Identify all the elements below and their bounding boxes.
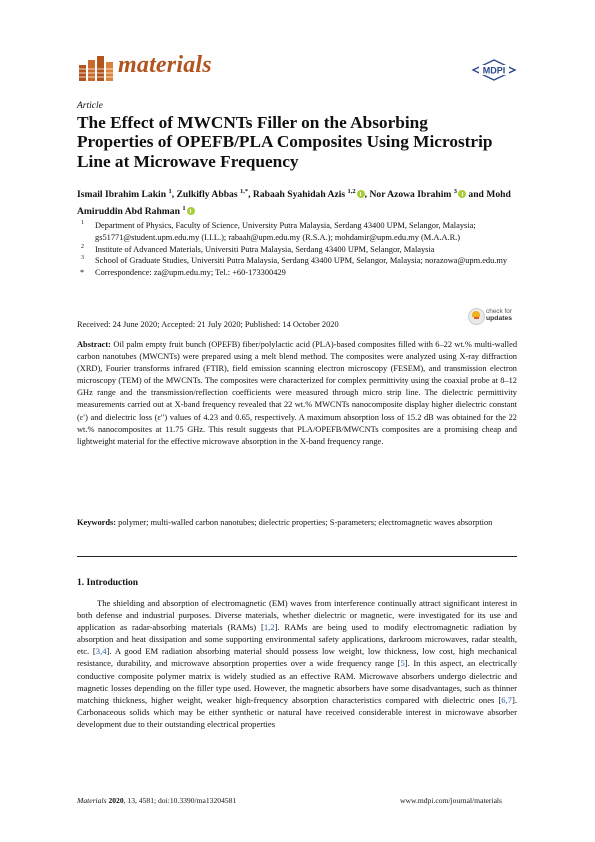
- affiliations: [77, 220, 517, 279]
- keywords-text: polymer; multi-walled carbon nanotubes; dielectric properties; S-parameters; electromagnetic waves absorption: [118, 518, 493, 527]
- article-type: Article: [77, 101, 103, 111]
- orcid-icon[interactable]: [458, 190, 466, 198]
- check-updates-line1: check for: [486, 308, 512, 315]
- citation-link[interactable]: 6,7: [501, 694, 512, 705]
- publication-dates: Received: 24 June 2020; Accepted: 21 July 2020; Published: 14 October 2020: [77, 320, 339, 329]
- citation-link[interactable]: 1,2: [263, 622, 275, 633]
- orcid-icon[interactable]: [357, 190, 365, 198]
- affiliation-item: 1 Department of Physics, Faculty of Science, University Putra Malaysia, Serdang 43400 UPM, Selangor, Malaysia; gs51771@student.upm.edu.my (I.I.L.); rabaah@upm.edu.my (R.S.A.); mohdamir@upm.edu.my (M.A.A.R.): [81, 220, 476, 242]
- author: Zulkifly Abbas $^{1,*}$,: [176, 188, 253, 201]
- abstract-label: Abstract:: [77, 340, 111, 349]
- keywords-label: Keywords:: [77, 518, 117, 527]
- abstract: [77, 339, 517, 448]
- keywords: [77, 517, 517, 529]
- author: Rabaah Syahidah Azis $^{1,2}$ ,: [252, 188, 370, 201]
- author: Ismail Ibrahim Lakin $^1$,: [77, 188, 177, 201]
- citation-link[interactable]: 5: [400, 658, 405, 669]
- footer-citation: Materials 2020, 13, 4581; doi:10.3390/ma13204581: [77, 796, 237, 805]
- orcid-icon[interactable]: [187, 207, 195, 215]
- affiliation-item: 2 Institute of Advanced Materials, Universiti Putra Malaysia, Serdang 43400 UPM, Selangor, Malaysia: [81, 243, 435, 254]
- section-heading: 1. Introduction: [77, 578, 139, 588]
- journal-logo-icon: [77, 53, 117, 83]
- check-updates-line2: updates: [486, 315, 513, 322]
- publisher-name: MDPI: [482, 65, 506, 76]
- abstract-text: Oil palm empty fruit bunch (OPEFB) fiber/polylactic acid (PLA)-based composites filled with 6–22 wt.% multi-walled carbon nanotubes (MWCNTs) were prepared using a melt blend method. The composites were analyzed using X-ray diffraction (XRD), Fourier transforms infrared (FTIR), field emission scanning electron microscopy (FESEM), and transmission electron microscopy (TEM) of the MWCNTs. The composites were characterized for complex permittivity using the coaxial probe at 8–12 GHz range and the transmission/reflection coefficients were measured through micro strip line. The dielectric permittivity measurements carried out at X-band frequency revealed that 22 wt.% MWCNTs nanocomposite display higher dielectric constant (ε′) and dielectric loss (ε″) values of 4.23 and 0.65, respectively. A maximum absorption loss of 15.2 dB was obtained for the 22 wt.% nanocomposites at 11.75 GHz. This result suggests that PLA/OPEFB/MWCNTs composites are a promising cheap and lightweight material for the effective microwave absorption in the X-band frequency range.: [77, 340, 518, 446]
- author-list: [77, 185, 527, 219]
- journal-name: materials: [118, 52, 212, 78]
- author: Nor Azowa Ibrahim $^3$ and: [369, 188, 487, 201]
- section-divider: [77, 556, 517, 557]
- check-for-updates-button[interactable]: [468, 306, 520, 328]
- affiliation-item: 3 School of Graduate Studies, Universiti Putra Malaysia, Serdang 43400 UPM, Selangor, Malaysia; norazowa@upm.edu.my: [81, 255, 508, 266]
- footer-url[interactable]: www.mdpi.com/journal/materials: [400, 796, 502, 805]
- check-updates-icon: [468, 308, 485, 325]
- introduction-paragraph: The shielding and absorption of electromagnetic (EM) waves from interference continually attract significant interest in both defense and industrial purposes. Diverse materials, whether dielectric or magnetic, were investigated for its use and application as radar-absorbing materials (RAMs) [1,2]. RAMs are being used to modify electromagnetic radiation by absorption and heat dissipation and some supporting environmental safety applications, darkroom microwaves, radar stealth, etc. [3,4]. A good EM radiation absorbing material should possess low weight, low thickness, low cost, high mechanical resistance, durability, and microwave absorption properties over a wide frequency range [5]. In this aspect, an electrically conductive composite polymer matrix is widely studied as an effective RAM. Microwave absorbers undergo dielectric and magnetic losses depending on the filler type used. However, the magnetic absorbers have some disadvantages, such as thinner matching thickness, higher weight, weaker high-frequency absorption characteristics compared with dielectric ones [6,7]. Carbonaceous solids which may be either synthetic or natural have received considerable interest in microwave absorber development due to their outstanding electrical properties: [77, 598, 518, 729]
- correspondence: * Correspondence: za@upm.edu.my; Tel.: +60-173300429: [80, 268, 286, 278]
- mdpi-logo-icon: [471, 59, 517, 81]
- citation-link[interactable]: 3,4: [95, 646, 107, 657]
- article-title: The Effect of MWCNTs Filler on the Absorbing Properties of OPEFB/PLA Composites Using Microstrip Line at Microwave Frequency: [77, 113, 493, 171]
- author: Mohd Amiruddin Abd Rahman $^1$: [77, 189, 511, 218]
